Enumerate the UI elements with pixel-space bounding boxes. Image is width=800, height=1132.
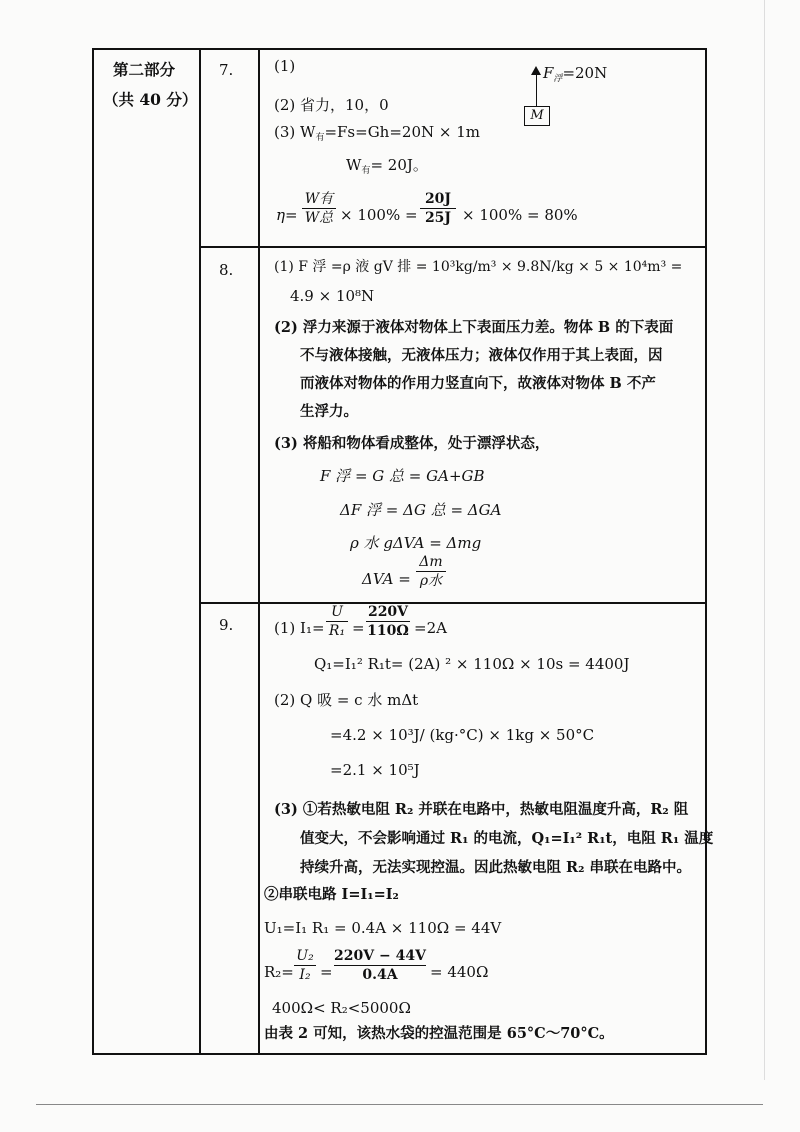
q9-part2-line2: =4.2 × 10³J/ (kg·°C) × 1kg × 50°C — [330, 726, 595, 744]
fraction-numerator: W有 — [304, 191, 334, 207]
table-divider-2 — [258, 48, 260, 1054]
q7-mid: × 100% = — [340, 206, 418, 224]
q9-part1-eq: = — [352, 619, 365, 637]
fraction-numerator: Δm — [419, 554, 443, 570]
q9-part3-line3: 持续升高，无法实现控温。因此热敏电阻 R₂ 串联在电路中。 — [300, 859, 691, 876]
row-divider-9 — [199, 602, 707, 604]
q9-fraction-values — [366, 604, 410, 639]
q9-part3-r-eq: = — [320, 963, 333, 981]
q8-part1-line1: (1) F 浮 =ρ 液 gV 排 = 10³kg/m³ × 9.8N/kg × 5 × 10⁴m³ = — [274, 259, 683, 275]
q8-eq2: ΔF 浮 = ΔG 总 = ΔGA — [340, 501, 502, 519]
q7-fraction-work — [302, 191, 336, 226]
q9-part1-heat: Q₁=I₁² R₁t= (2A) ² × 110Ω × 10s = 4400J — [314, 655, 630, 673]
q8-part2-line2: 不与液体接触，无液体压力；液体仅作用于其上表面，因 — [300, 347, 663, 364]
q9-part3-line4: ②串联电路 I=I₁=I₂ — [264, 886, 399, 903]
fraction-denominator: 110Ω — [367, 623, 409, 639]
q7-part1: (1) — [274, 57, 296, 75]
q9-part3-r-prefix: R₂= — [264, 963, 294, 981]
q7-fraction-values — [420, 191, 456, 226]
section-name: 第二部分 — [113, 60, 176, 79]
scan-edge — [764, 0, 765, 1080]
q8-eq3: ρ 水 gΔVA = Δmg — [350, 534, 482, 552]
q9-part1-prefix: (1) I₁= — [274, 619, 325, 637]
q9-part1-result: =2A — [414, 619, 447, 637]
question-7-number: 7. — [219, 61, 234, 79]
fraction-denominator: 0.4A — [362, 967, 398, 983]
q9-part3-r-result: = 440Ω — [430, 963, 489, 981]
fraction-numerator: U₂ — [296, 948, 314, 964]
q8-eq1: F 浮 = G 总 = GA+GB — [320, 467, 485, 485]
q7-result: × 100% = 80% — [462, 206, 578, 224]
q8-eq4-fraction — [416, 554, 446, 589]
q9-part2-line1: (2) Q 吸 = c 水 mΔt — [274, 691, 419, 709]
q9-part3-range: 400Ω< R₂<5000Ω — [272, 999, 411, 1017]
fraction-denominator: I₂ — [299, 967, 311, 983]
fraction-numerator: 20J — [424, 191, 452, 207]
q7-part3-line2: $W_有= 20J$。 — [346, 156, 428, 176]
q7-eta-prefix: η= — [276, 206, 298, 224]
table-divider-1 — [199, 48, 201, 1054]
section-points: （共 40 分） — [103, 90, 198, 109]
force-label: $F_浮=20N$ — [543, 64, 608, 84]
fraction-denominator: ρ水 — [419, 573, 443, 589]
fraction-numerator: U — [331, 604, 343, 620]
footer-rule — [36, 1104, 763, 1105]
q8-part2-line1: (2) 浮力来源于液体对物体上下表面压力差。物体 B 的下表面 — [274, 319, 674, 336]
fraction-denominator: W总 — [304, 210, 334, 226]
q9-fraction-ui — [294, 948, 316, 983]
q7-part2: (2) 省力，10，0 — [274, 96, 389, 114]
question-9-number: 9. — [219, 616, 234, 634]
q9-part3-voltage: U₁=I₁ R₁ = 0.4A × 110Ω = 44V — [264, 919, 502, 937]
table-border-top — [92, 48, 707, 50]
q9-fraction-r-values — [334, 948, 426, 983]
fraction-denominator: 25J — [424, 210, 452, 226]
q8-part3-line1: (3) 将船和物体看成整体，处于漂浮状态， — [274, 435, 550, 452]
table-border-right — [705, 48, 707, 1054]
q8-part1-line2: 4.9 × 10⁸N — [290, 287, 375, 305]
fraction-numerator: 220V − 44V — [334, 948, 426, 964]
q9-part3-line1: (3) ①若热敏电阻 R₂ 并联在电路中，热敏电阻温度升高，R₂ 阻 — [274, 801, 689, 818]
fraction-numerator: 220V — [367, 604, 409, 620]
q9-part3-conclusion: 由表 2 可知，该热水袋的控温范围是 65°C～70°C。 — [264, 1025, 614, 1042]
q9-fraction-ur — [326, 604, 348, 639]
force-arrow-icon — [536, 70, 537, 106]
table-border-bottom — [92, 1053, 707, 1055]
table-border-left — [92, 48, 94, 1054]
q8-eq4-left: ΔVA = — [362, 570, 411, 588]
fraction-denominator: R₁ — [328, 623, 346, 639]
q8-part2-line3: 而液体对物体的作用力竖直向下，故液体对物体 B 不产 — [300, 375, 656, 392]
mass-box: M — [524, 106, 550, 126]
q9-part2-line3: =2.1 × 10⁵J — [330, 761, 420, 779]
question-8-number: 8. — [219, 261, 234, 279]
q9-part3-line2: 值变大，不会影响通过 R₁ 的电流，Q₁=I₁² R₁t，电阻 R₁ 温度 — [300, 830, 714, 847]
row-divider-8 — [199, 246, 707, 248]
q8-part2-line4: 生浮力。 — [300, 403, 358, 420]
q7-part3-line1: (3) $W_有=Fs=Gh=20N \times 1m$ — [274, 123, 480, 143]
